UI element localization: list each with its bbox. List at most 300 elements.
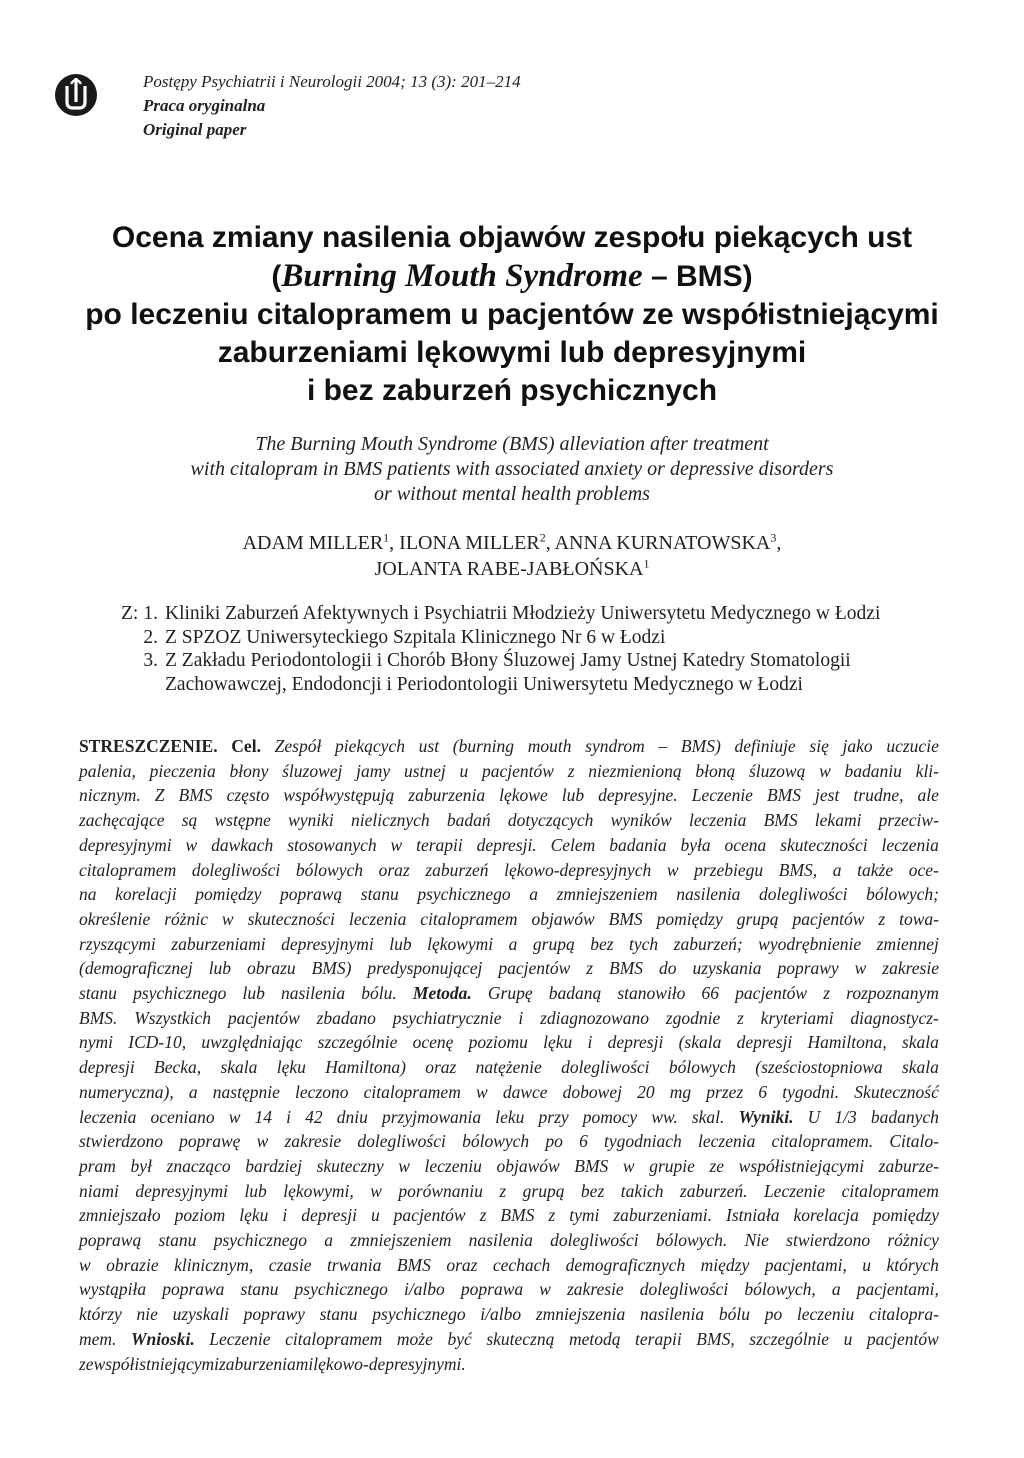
abstract-line xyxy=(79,882,939,907)
abstract-word: poprawy xyxy=(243,1304,305,1325)
abstract-word: Leczenie xyxy=(691,785,753,806)
abstract-keyword: Wnioski. xyxy=(131,1328,195,1349)
abstract-word: lub xyxy=(561,785,585,806)
abstract-word: dawce xyxy=(502,1081,548,1102)
abstract-word: skala xyxy=(901,1032,939,1053)
abstract-word: BMS xyxy=(396,1254,431,1275)
abstract-word: dotyczących xyxy=(507,810,594,831)
abstract-word: tych xyxy=(629,933,659,954)
abstract-word: depresji xyxy=(301,1205,357,1226)
abstract-word: depresji xyxy=(607,1032,664,1053)
abstract-line xyxy=(79,734,939,759)
abstract-word: stwierdzono xyxy=(79,1131,163,1152)
author-line xyxy=(60,556,964,582)
abstract-word: leczenia xyxy=(881,834,939,855)
abstract-word: zgodnie xyxy=(665,1007,721,1028)
abstract-word: pacjentami, xyxy=(856,1279,939,1300)
abstract-line xyxy=(79,1030,939,1055)
abstract-word: tygodni. xyxy=(782,1081,840,1102)
abstract-word: poprawą xyxy=(279,884,343,905)
abstract-word: korelacja xyxy=(793,1205,859,1226)
abstract-word: BMS xyxy=(763,810,798,831)
abstract-word: skuteczności xyxy=(247,908,336,929)
abstract-word: obrazie xyxy=(106,1254,159,1275)
abstract-word: lęku xyxy=(239,1205,269,1226)
abstract-word: obrazu xyxy=(247,958,296,979)
abstract-word: się xyxy=(809,736,829,756)
abstract-word: stanu xyxy=(158,1230,197,1251)
abstract-line xyxy=(79,1352,939,1377)
abstract-word: palenia, xyxy=(79,760,136,781)
english-title-line: with citalopram in BMS patients with associated anxiety or depressive disorders xyxy=(190,458,834,480)
abstract-word: z xyxy=(499,1180,507,1201)
abstract-word: psychicznego xyxy=(133,983,227,1004)
abstract-word: w xyxy=(622,1155,635,1176)
abstract-word: przebiegu xyxy=(694,859,764,880)
abstract-word: diagnostycz- xyxy=(850,1007,939,1028)
abstract-word: poziomu xyxy=(468,1032,528,1053)
abstract-word: depresyjnymi xyxy=(79,834,172,855)
abstract-word: grupą xyxy=(522,1180,565,1201)
affiliation-item xyxy=(121,626,880,650)
abstract-word: depresji. xyxy=(476,834,537,855)
abstract-word: a xyxy=(529,884,538,905)
abstract-word: przeciw- xyxy=(878,810,939,831)
abstract-word: Istniała xyxy=(726,1205,780,1226)
abstract-word: (demograficznej xyxy=(79,958,193,979)
abstract-word: zakresie xyxy=(567,1279,624,1300)
affiliation-number: 3. xyxy=(143,650,158,671)
affiliation-number: 1. xyxy=(143,603,158,624)
abstract-word: stanowiło xyxy=(617,983,686,1004)
abstract-word: grupą xyxy=(532,933,575,954)
abstract-word: zbadano xyxy=(316,1007,376,1028)
author-line xyxy=(60,530,964,556)
abstract-word: zakresie xyxy=(882,958,939,979)
author-name: ANNA KURNATOWSKA xyxy=(554,532,771,554)
abstract-word: Hamiltona) xyxy=(325,1057,406,1078)
author-affiliation-mark: 3 xyxy=(770,530,777,545)
abstract-word: jako xyxy=(842,736,873,756)
abstract-word: zaburzeń. xyxy=(679,1180,748,1201)
abstract-word: różnic xyxy=(164,908,208,929)
abstract-word: nicznym. xyxy=(79,785,141,806)
abstract-word: U xyxy=(807,1106,821,1127)
title-paren: ( xyxy=(271,260,282,293)
abstract-word: pacjentów xyxy=(735,983,808,1004)
abstract-word: bólowych xyxy=(668,1057,736,1078)
article-type-pl: Praca oryginalna xyxy=(143,96,266,115)
abstract-word: poprawa xyxy=(460,1279,524,1300)
abstract-word: wyniki xyxy=(288,810,334,831)
abstract-word: i xyxy=(282,1205,288,1226)
abstract-word: pomiędzy xyxy=(195,884,262,905)
abstract-word: z xyxy=(548,1205,556,1226)
abstract-word: bólowych; xyxy=(866,884,939,905)
abstract-line xyxy=(79,833,939,858)
author-separator: , xyxy=(389,532,400,554)
abstract-word: piekących xyxy=(335,736,405,756)
abstract-word: depresyjne. xyxy=(598,785,678,806)
abstract-line xyxy=(79,1179,939,1204)
abstract-word: a xyxy=(188,1081,198,1102)
title-english xyxy=(60,432,964,507)
abstract-word: różnicy xyxy=(887,1230,939,1251)
abstract-word: citalopramem xyxy=(420,908,518,929)
abstract-word: wystąpiła xyxy=(79,1279,147,1300)
abstract-word: nasilenia xyxy=(281,983,346,1004)
abstract-word: BMS xyxy=(608,908,643,929)
abstract-word: porównaniu xyxy=(398,1180,483,1201)
abstract-word: wyodrębnienie xyxy=(758,933,862,954)
abstract-word: dobowej xyxy=(562,1081,622,1102)
abstract-word: błoną xyxy=(695,760,736,781)
abstract-word: leczenia xyxy=(79,1106,137,1127)
abstract-line xyxy=(79,1203,939,1228)
abstract-word: leczeniu xyxy=(424,1155,482,1176)
abstract-word: ocena xyxy=(724,834,767,855)
abstract-word: skuteczną xyxy=(486,1328,555,1349)
abstract-word: tymi xyxy=(569,1205,600,1226)
abstract-word: poprawę xyxy=(179,1131,241,1152)
abstract-word: psychicznego xyxy=(372,1304,466,1325)
abstract-word: zaburzeń xyxy=(425,859,489,880)
abstract-word: Nie xyxy=(744,1230,769,1251)
abstract-word: w xyxy=(819,760,831,781)
abstract-word: 42 xyxy=(305,1106,323,1127)
abstract-word: BMS, xyxy=(696,1328,735,1349)
abstract-line xyxy=(79,1327,939,1352)
abstract-word: także xyxy=(857,859,894,880)
title-line: zaburzeniami lękowymi lub depresyjnymi xyxy=(217,336,807,369)
abstract-word: w xyxy=(390,834,403,855)
abstract-word: skala xyxy=(220,1057,258,1078)
abstract-word: zmniejszało xyxy=(79,1205,161,1226)
abstract-word: nie xyxy=(136,1304,158,1325)
abstract-word: BMS) xyxy=(680,736,721,756)
abstract-word: poziom xyxy=(174,1205,226,1226)
abstract-word: śluzowej xyxy=(282,760,343,781)
abstract-word: do xyxy=(659,958,677,979)
abstract-word: Hamiltona, xyxy=(807,1032,887,1053)
abstract-word: u xyxy=(370,1205,380,1226)
abstract-word: uwzględniając xyxy=(201,1032,303,1053)
abstract-word: trwania xyxy=(326,1254,382,1275)
abstract-word: po xyxy=(764,1304,783,1325)
abstract-word: bólu. xyxy=(361,983,397,1004)
abstract-word: i xyxy=(286,1106,291,1127)
abstract-word: mouth xyxy=(527,736,572,756)
abstract-word: ocenę xyxy=(412,1032,454,1053)
abstract-word: bólu xyxy=(718,1304,750,1325)
abstract-word: BMS xyxy=(766,785,802,806)
abstract-word: uzyskali xyxy=(172,1304,229,1325)
abstract-word: 6 xyxy=(758,1081,768,1102)
abstract-word: była xyxy=(680,834,711,855)
abstract-word: 14 xyxy=(254,1106,273,1127)
journal-header xyxy=(143,70,521,142)
abstract-word: zdiagnozowano xyxy=(540,1007,649,1028)
abstract-word: leczenia xyxy=(697,1131,756,1152)
author-affiliation-mark: 1 xyxy=(383,530,390,545)
title-line: Ocena zmiany nasilenia objawów zespołu piekących ust xyxy=(111,221,913,254)
abstract-word: stanu xyxy=(79,983,117,1004)
author-name: JOLANTA RABE-JABŁOŃSKA xyxy=(374,558,644,580)
abstract-word: stanu xyxy=(319,1304,358,1325)
abstract-word: depresji xyxy=(736,1032,793,1053)
abstract-word: (burning xyxy=(452,736,515,756)
abstract-word: w xyxy=(666,859,679,880)
abstract-word: badaniu xyxy=(844,760,902,781)
abstract-line xyxy=(79,1253,939,1278)
abstract-word: jamy xyxy=(356,760,391,781)
abstract-line xyxy=(79,1105,939,1130)
abstract-word: na xyxy=(79,884,97,905)
abstract-word: może xyxy=(396,1328,433,1349)
author-name: ILONA MILLER xyxy=(399,532,540,554)
abstract-word: nasilenia xyxy=(639,1304,705,1325)
abstract-word: lękowe xyxy=(499,785,548,806)
abstract-word: citalopramem xyxy=(363,1081,461,1102)
abstract-word: citalopramem xyxy=(285,1328,383,1349)
abstract-word: badanych xyxy=(870,1106,939,1127)
abstract-word: – xyxy=(658,736,668,756)
abstract-word: uczucie xyxy=(886,736,939,756)
abstract-word: lub xyxy=(242,983,265,1004)
abstract-word: lękowymi, xyxy=(283,1180,354,1201)
abstract-word: określenie xyxy=(79,908,151,929)
abstract-word: a xyxy=(832,859,842,880)
abstract-keyword: Wyniki. xyxy=(738,1106,794,1127)
abstract-word: (sześciostopniowa xyxy=(755,1057,883,1078)
abstract-word: numeryczna), xyxy=(79,1081,174,1102)
abstract-word: demograficznych xyxy=(565,1254,686,1275)
abstract-word: w xyxy=(79,1254,91,1275)
abstract-word: skuteczności xyxy=(780,834,868,855)
abstract-word: towa- xyxy=(899,908,939,929)
abstract-word: nasilenia xyxy=(676,884,741,905)
abstract-word: współistniejącymi xyxy=(738,1155,865,1176)
abstract-line xyxy=(79,907,939,932)
title-acronym: – BMS) xyxy=(642,260,753,293)
abstract-word: z xyxy=(479,1205,487,1226)
abstract-word: nasilenia xyxy=(468,1230,533,1251)
abstract-word: klinicznym, xyxy=(174,1254,254,1275)
abstract-word: rzyszącymi xyxy=(79,933,156,954)
abstract-word: dolegliwości xyxy=(561,1057,650,1078)
abstract-word: citalopramem xyxy=(79,859,177,880)
abstract-word: Wszystkich xyxy=(134,1007,212,1028)
affiliation-text: Zachowawczej, Endodoncji i Periodontologii Uniwersytetu Medycznego w Łodzi xyxy=(165,673,803,695)
abstract-word: tygodniach xyxy=(604,1131,682,1152)
abstract xyxy=(79,734,939,1376)
abstract-word: wstępne xyxy=(214,810,271,831)
affiliations xyxy=(121,602,880,696)
author-affiliation-mark: 2 xyxy=(539,530,546,545)
abstract-word: współistniejącymi xyxy=(93,1353,219,1374)
abstract-word: definiuje xyxy=(734,736,796,756)
abstract-word: BMS xyxy=(609,958,644,979)
journal-logo-icon xyxy=(53,72,99,118)
affiliation-item xyxy=(121,649,880,696)
abstract-word: jest xyxy=(815,785,840,806)
abstract-word: BMS xyxy=(574,1155,609,1176)
abstract-word: zaburzeniami. xyxy=(613,1205,713,1226)
author-name: ADAM MILLER xyxy=(242,532,384,554)
abstract-line xyxy=(79,932,939,957)
abstract-word: bardziej xyxy=(245,1155,302,1176)
abstract-word: znacząco xyxy=(166,1155,231,1176)
abstract-word: zmniejszeniem xyxy=(556,884,658,905)
abstract-word: dolegliwości xyxy=(550,1230,639,1251)
abstract-word: Celem xyxy=(550,834,596,855)
abstract-word: stanu xyxy=(360,884,399,905)
abstract-word: ale xyxy=(917,785,939,806)
abstract-word: cechach xyxy=(492,1254,551,1275)
abstract-word: leczenia xyxy=(349,908,407,929)
abstract-word: u xyxy=(862,1254,872,1275)
abstract-word: wyników xyxy=(610,810,672,831)
abstract-word: psychicznego xyxy=(417,884,511,905)
abstract-word: Leczenie xyxy=(763,1180,826,1201)
abstract-line xyxy=(79,1080,939,1105)
abstract-word: objawów xyxy=(496,1155,560,1176)
abstract-word: współwystępują xyxy=(283,785,395,806)
abstract-word: w xyxy=(398,1155,410,1176)
abstract-word: szczególnie xyxy=(317,1032,398,1053)
author-separator: , xyxy=(545,532,555,554)
abstract-word: których xyxy=(886,1254,939,1275)
abstract-line xyxy=(79,1154,939,1179)
abstract-word: pacjentami, xyxy=(764,1254,847,1275)
abstract-word: leczenia xyxy=(689,810,747,831)
abstract-word: kryteriami xyxy=(760,1007,834,1028)
abstract-word: i/albo xyxy=(403,1279,445,1300)
abstract-word: ICD-10, xyxy=(128,1032,187,1053)
abstract-word: stwierdzono xyxy=(786,1230,871,1251)
abstract-word: którzy xyxy=(79,1304,122,1325)
abstract-word: badań xyxy=(446,810,491,831)
affiliation-prefix: Z: xyxy=(121,603,139,624)
abstract-word: depresji xyxy=(79,1057,135,1078)
abstract-word: 6 xyxy=(579,1131,588,1152)
abstract-word: oce- xyxy=(908,859,939,880)
abstract-word: lękowymi xyxy=(427,933,494,954)
abstract-word: badaną xyxy=(548,983,602,1004)
abstract-word: dniu xyxy=(336,1106,368,1127)
abstract-word: lub xyxy=(244,1180,267,1201)
abstract-word: zakresie xyxy=(284,1131,342,1152)
abstract-word: skuteczny xyxy=(316,1155,384,1176)
abstract-word: lub xyxy=(389,933,412,954)
abstract-word: pieczenia xyxy=(149,760,216,781)
abstract-word: często xyxy=(226,785,270,806)
abstract-word: z xyxy=(823,983,831,1004)
abstract-word: BMS) xyxy=(311,958,352,979)
abstract-word: i/albo xyxy=(480,1304,522,1325)
abstract-word: pacjentów xyxy=(482,760,554,781)
abstract-word: lękowo-depresyjnymi. xyxy=(313,1353,466,1374)
abstract-word: a xyxy=(831,1279,841,1300)
abstract-line xyxy=(79,1228,939,1253)
abstract-word: pacjentów xyxy=(498,958,571,979)
abstract-word: między xyxy=(700,1254,750,1275)
abstract-word: lękowo-depresyjnych xyxy=(504,859,652,880)
title-italic-part: Burning Mouth Syndrome xyxy=(281,258,643,294)
abstract-word: śluzową xyxy=(748,760,806,781)
abstract-word: pomiędzy xyxy=(872,1205,939,1226)
abstract-word: Zespół xyxy=(274,736,322,756)
abstract-word: oraz xyxy=(425,1057,457,1078)
abstract-word: niezmienioną xyxy=(588,760,682,781)
abstract-word: korelacji xyxy=(115,884,177,905)
abstract-word: poprawą xyxy=(79,1230,142,1251)
abstract-word: pram xyxy=(79,1155,116,1176)
abstract-word: natężenie xyxy=(475,1057,542,1078)
abstract-word: niami xyxy=(79,1180,119,1201)
abstract-word: z xyxy=(737,1007,744,1028)
abstract-word: grupie xyxy=(649,1155,695,1176)
abstract-word: (skala xyxy=(678,1032,722,1053)
abstract-word: terapii xyxy=(635,1328,682,1349)
abstract-word: pomiędzy xyxy=(656,908,723,929)
abstract-word: Citalo- xyxy=(889,1131,939,1152)
abstract-word: i xyxy=(587,1032,593,1053)
abstract-word: ustnej xyxy=(403,760,446,781)
abstract-word: ww. xyxy=(651,1106,678,1127)
abstract-word: ze xyxy=(709,1155,725,1176)
abstract-word: leczeniu xyxy=(796,1304,855,1325)
title-polish xyxy=(60,219,964,410)
abstract-word: badania xyxy=(609,834,667,855)
abstract-word: szczególnie xyxy=(749,1328,829,1349)
abstract-word: leczono xyxy=(295,1081,349,1102)
abstract-word: 1/3 xyxy=(834,1106,857,1127)
abstract-word: przy xyxy=(538,1106,569,1127)
abstract-word: pacjentów xyxy=(866,1328,939,1349)
abstract-line xyxy=(79,1006,939,1031)
abstract-keyword: STRESZCZENIE. xyxy=(79,736,218,756)
abstract-word: pacjentów xyxy=(792,908,865,929)
affiliation-text: Z SPZOZ Uniwersyteckiego Szpitala Klinicznego Nr 6 w Łodzi xyxy=(165,626,666,648)
abstract-word: Z xyxy=(154,785,165,806)
abstract-word: bólowych xyxy=(462,1131,530,1152)
abstract-word: BMS xyxy=(500,1205,535,1226)
abstract-word: dolegliwości xyxy=(639,1279,729,1300)
abstract-word: oraz xyxy=(446,1254,478,1275)
abstract-word: być xyxy=(447,1328,472,1349)
abstract-word: w xyxy=(256,1131,269,1152)
abstract-word: dawkach xyxy=(211,834,274,855)
abstract-word: stosowanych xyxy=(287,834,377,855)
abstract-word: dolegliwości xyxy=(357,1131,446,1152)
abstract-word: poprawa xyxy=(162,1279,225,1300)
abstract-word: następnie xyxy=(212,1081,280,1102)
abstract-word: w xyxy=(185,834,198,855)
abstract-line xyxy=(79,981,939,1006)
abstract-word: zaburzeń; xyxy=(673,933,743,954)
abstract-word: rozpoznanym xyxy=(846,983,939,1004)
abstract-word: zmniejszeniem xyxy=(350,1230,452,1251)
abstract-word: grupą xyxy=(736,908,779,929)
abstract-word: są xyxy=(181,810,198,831)
abstract-keyword: Cel. xyxy=(231,736,261,756)
abstract-word: bólowych. xyxy=(655,1230,728,1251)
abstract-word: syndrom xyxy=(585,736,645,756)
abstract-word: depresyjnymi xyxy=(281,933,374,954)
abstract-word: u xyxy=(843,1328,853,1349)
abstract-word: pacjentów xyxy=(227,1007,300,1028)
